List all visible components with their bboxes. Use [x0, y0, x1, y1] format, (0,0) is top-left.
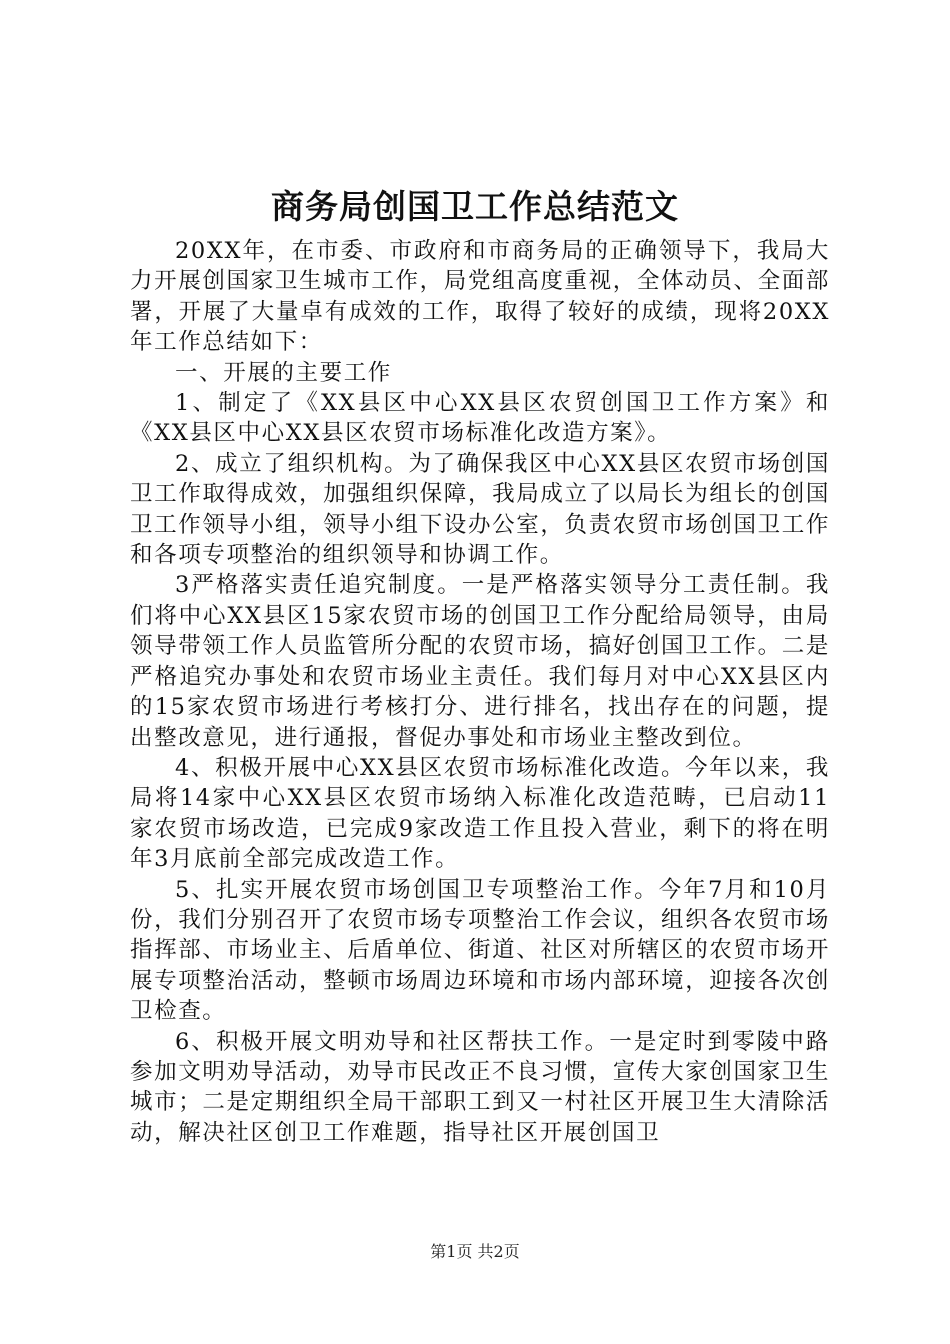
- paragraph-item-6: 6、积极开展文明劝导和社区帮扶工作。一是定时到零陵中路参加文明劝导活动，劝导市民改正不良习惯，宣传大家创国家卫生城市；二是定期组织全局干部职工到又一村社区开展卫生大清除活动，解决社区创卫工作难题，指导社区开展创国卫: [130, 1028, 830, 1146]
- document-body: [130, 236, 830, 1148]
- paragraph-item-5: 5、扎实开展农贸市场创国卫专项整治工作。今年7月和10月份，我们分别召开了农贸市场专项整治工作会议，组织各农贸市场指挥部、市场业主、后盾单位、街道、社区对所辖区的农贸市场开展专项整治活动，整顿市场周边环境和市场内部环境，迎接各次创卫检查。: [130, 876, 830, 1025]
- paragraph-item-1: 1、制定了《XX县区中心XX县区农贸创国卫工作方案》和《XX县区中心XX县区农贸市场标准化改造方案》。: [130, 390, 830, 447]
- paragraph-item-4: 4、积极开展中心XX县区农贸市场标准化改造。今年以来，我局将14家中心XX县区农贸市场纳入标准化改造范畴，已启动11家农贸市场改造，已完成9家改造工作且投入营业，剩下的将在明年3月底前全部完成改造工作。: [130, 754, 830, 873]
- paragraph-item-2: 2、成立了组织机构。为了确保我区中心XX县区农贸市场创国卫工作取得成效，加强组织保障，我局成立了以局长为组长的创国卫工作领导小组，领导小组下设办公室，负责农贸市场创国卫工作和各项专项整治的组织领导和协调工作。: [130, 450, 830, 569]
- page-number-footer: 第1页 共2页: [430, 1242, 520, 1261]
- document-title: 商务局创国卫工作总结范文: [271, 187, 679, 226]
- paragraph-item-3: 3严格落实责任追究制度。一是严格落实领导分工责任制。我们将中心XX县区15家农贸市场的创国卫工作分配给局领导，由局领导带领工作人员监管所分配的农贸市场，搞好创国卫工作。二是严格追究办事处和农贸市场业主责任。我们每月对中心XX县区内的15家农贸市场进行考核打分、进行排名，找出存在的问题，提出整改意见，进行通报，督促办事处和市场业主整改到位。: [130, 572, 830, 751]
- paragraph-intro: 20XX年，在市委、市政府和市商务局的正确领导下，我局大力开展创国家卫生城市工作，局党组高度重视，全体动员、全面部署，开展了大量卓有成效的工作，取得了较好的成绩，现将20XX年工作总结如下：: [130, 238, 830, 356]
- section-heading-main-work: 一、开展的主要工作: [175, 359, 392, 386]
